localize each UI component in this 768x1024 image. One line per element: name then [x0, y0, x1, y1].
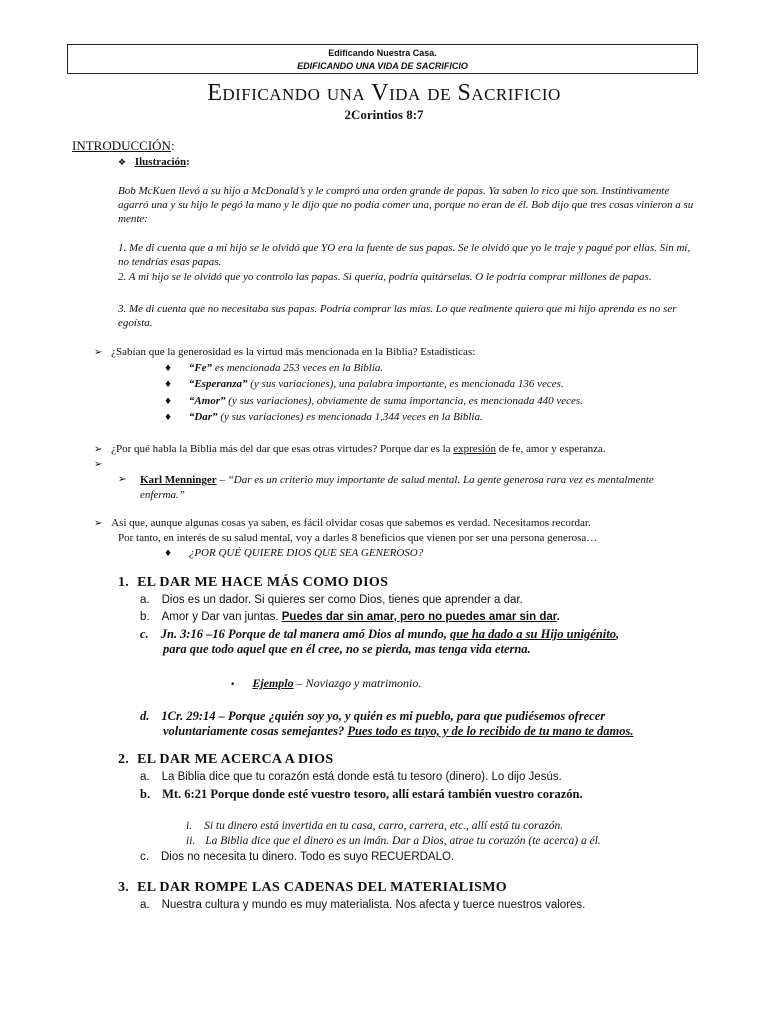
- section-2-heading: 2. EL DAR ME ACERCA A DIOS: [118, 752, 334, 767]
- section-1-item-b: b. Amor y Dar van juntas. Puedes dar sin amar, pero no puedes amar sin dar.: [140, 611, 560, 623]
- quote-text: “Dar es un criterio muy importante de salud mental. La gente generosa rara vez es mentalmente enferma.”: [140, 474, 654, 501]
- empty-arrow-row: [94, 458, 102, 470]
- why-row: ➢ ¿Por qué habla la Biblia más del dar que esas otras virtudes? Porque dar es la expresión de fe, amor y esperanza.: [94, 443, 606, 455]
- section-2-item-ii: ii. La Biblia dice que el dinero es un imán. Dar a Dios, atrae tu corazón (te acerca) a él.: [186, 835, 601, 847]
- intro-point-2: 2. A mi hijo se le olvidó que yo controlo las papas. Si quería, podría quitárselas. O le podría comprar millones de papas.: [118, 271, 652, 283]
- expresion-word: expresión: [453, 443, 497, 455]
- remember-row: ➢ Asi que, aunque algunas cosas ya saben, es fácil olvidar cosas que sabemos es verdad. Necesitamos recordar.: [94, 517, 591, 529]
- section-1-item-d-line-2: voluntariamente cosas semejantes? Pues todo es tuyo, y de lo recibido de tu mano te damos.: [163, 724, 634, 738]
- diamond-bullet-icon: ♦: [164, 397, 173, 407]
- section-2-item-b: b. Mt. 6:21 Porque donde esté vuestro tesoro, allí estará también vuestro corazón.: [140, 787, 583, 801]
- section-1-item-c-line-2: para que todo aquel que en él cree, no se pierda, mas tenga vida eterna.: [163, 642, 531, 656]
- illustration-row: ❖ Ilustración:: [118, 156, 190, 168]
- diamond-bullet-icon: ♦: [164, 549, 173, 559]
- diamond-bullet-icon: ♦: [164, 413, 173, 423]
- section-2-item-a: a. La Biblia dice que tu corazón está donde está tu tesoro (dinero). Lo dijo Jesús.: [140, 771, 562, 783]
- illustration-label: Ilustración: [134, 156, 187, 168]
- header-line-2: EDIFICANDO UNA VIDA DE SACRIFICIO: [297, 61, 468, 71]
- intro-point-3: 3. Me di cuenta que no necesitaba sus papas. Podría comprar las mías. Lo que realmente quiero que mi hijo aprenda es no ser egoísta.: [118, 303, 677, 329]
- section-3-item-a: a. Nuestra cultura y mundo es muy materialista. Nos afecta y tuerce nuestros valores.: [140, 899, 586, 911]
- quote-author: Karl Menninger: [140, 474, 217, 486]
- stats-item-amor: ♦ “Amor” (y sus variaciones), obviamente de suma importancia, es mencionada 440 veces.: [164, 395, 583, 407]
- arrow-bullet-icon: ➢: [94, 347, 103, 358]
- quote-block: Karl Menninger – “Dar es un criterio muy importante de salud mental. La gente generosa rara vez es mentalmente enferma.”: [140, 474, 654, 501]
- section-1-item-d: d. 1Cr. 29:14 – Porque ¿quién soy yo, y quién es mi pueblo, para que pudiésemos ofrecer: [140, 709, 606, 723]
- intro-heading: INTRODUCCIÓN:: [72, 138, 175, 153]
- star-bullet-icon: ❖: [118, 158, 127, 168]
- intro-paragraph: Bob McKuen llevó a su hijo a McDonald’s y le compró una orden grande de papas. Ya saben lo rico que son. Instintivamente agarró una y su hijo le pegó la mano y le dijo que no podía comer una, porque no eran de él. Bob dijo que tres cosas vinieron a su mente:: [118, 185, 694, 225]
- header-line-1: Edificando Nuestra Casa.: [328, 48, 437, 58]
- scripture-reference: 2Corintios 8:7: [344, 107, 424, 122]
- section-2-item-c: c. Dios no necesita tu dinero. Todo es suyo RECUERDALO.: [140, 851, 455, 863]
- section-3-heading: 3. EL DAR ROMPE LAS CADENAS DEL MATERIALISMO: [118, 880, 507, 895]
- stats-item-esperanza: ♦ “Esperanza” (y sus variaciones), una palabra importante, es mencionada 136 veces.: [164, 378, 564, 390]
- arrow-bullet-icon: ➢: [118, 474, 127, 485]
- arrow-bullet-icon: ➢: [94, 459, 103, 470]
- stats-question-row: [94, 346, 475, 358]
- remember-line-2: Por tanto, en interés de su salud mental, voy a darles 8 beneficios que vienen por ser una persona generosa…: [118, 532, 598, 544]
- arrow-bullet-icon: ➢: [94, 444, 103, 455]
- document-header-box: [67, 44, 698, 74]
- ejemplo-row: • Ejemplo – Noviazgo y matrimonio.: [230, 676, 422, 690]
- stats-item-dar: ♦ “Dar” (y sus variaciones) es mencionada 1,344 veces en la Biblia.: [164, 411, 483, 423]
- stats-question: ¿Sabían que la generosidad es la virtud más mencionada en la Biblia? Estadísticas:: [111, 346, 476, 358]
- page-title: Edificando una Vida de Sacrificio: [207, 80, 561, 106]
- section-1-heading: 1. EL DAR ME HACE MÁS COMO DIOS: [118, 575, 389, 590]
- dot-bullet-icon: •: [230, 680, 236, 690]
- intro-point-1: 1. Me di cuenta que a mi hijo se le olvidó que YO era la fuente de sus papas. Se le olvidó que yo le traje y pagué por ellas. Sin mí, no tendrías esas papas.: [118, 242, 691, 268]
- remember-question-row: ♦ ¿POR QUÉ QUIERE DIOS QUE SEA GENEROSO?: [164, 547, 424, 559]
- section-1-item-c: c. Jn. 3:16 –16 Porque de tal manera amó Dios al mundo, que ha dado a su Hijo unigénito,: [140, 627, 620, 641]
- section-1-item-a: a. Dios es un dador. Si quieres ser como Dios, tienes que aprender a dar.: [140, 594, 523, 606]
- stats-item-fe: ♦ “Fe” es mencionada 253 veces en la Biblia.: [164, 362, 384, 374]
- section-2-item-i: i. Si tu dinero está invertida en tu casa, carro, carrera, etc., allí está tu corazón.: [186, 820, 564, 832]
- diamond-bullet-icon: ♦: [164, 380, 173, 390]
- diamond-bullet-icon: ♦: [164, 364, 173, 374]
- quote-arrow: [118, 473, 126, 485]
- arrow-bullet-icon: ➢: [94, 518, 103, 529]
